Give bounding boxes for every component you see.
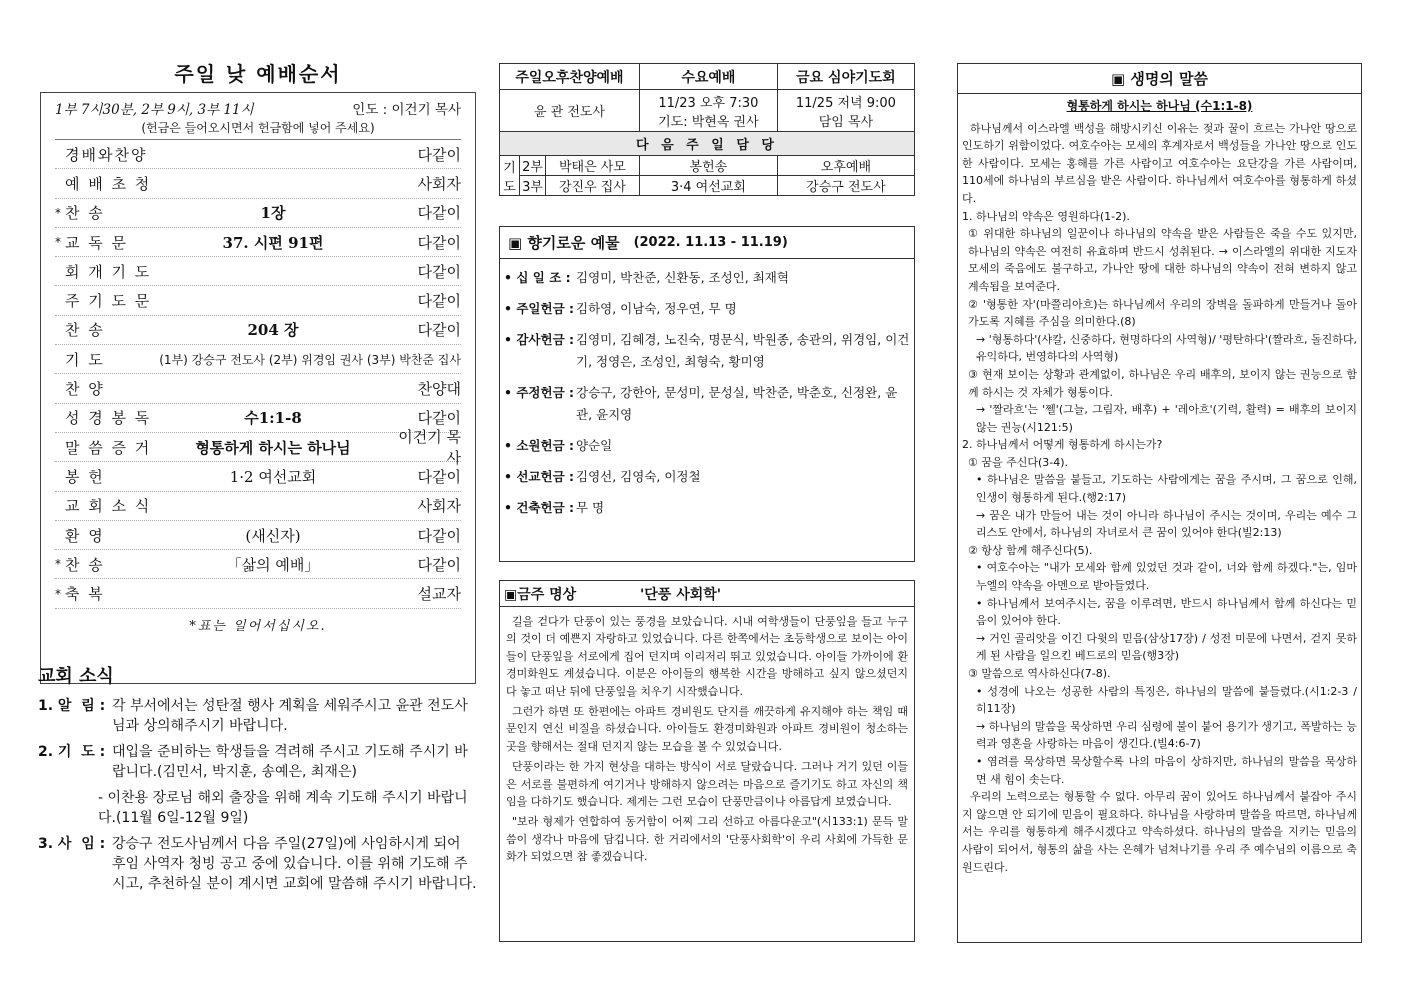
worship-item-name: 찬 송	[65, 204, 105, 223]
sermon-line: 우리의 노력으로는 형통할 수 없다. 아무리 꿈이 있어도 하나님께서 붙잡아 주시지 않으면 안 되기에 믿음이 필요하다. 하나님을 사랑하며 말씀을 따르면, 하나님께서는 우리를 형통하게 해주시겠다고 약속하셨다. 하나님의 말씀을 지키는 믿음의 사람이 되어서, 형통의 삶을 사는 은혜가 넘쳐나기를 우리 주 예수님의 이름으로 축원드린다.	[962, 790, 1357, 874]
next-week-band: 다 음 주 일 담 당	[500, 132, 915, 156]
friday-leader: 담임 목사	[818, 114, 874, 130]
prayer-name-3: 강진우 집사	[546, 176, 640, 196]
news-item	[38, 696, 478, 736]
worship-item-leader: 다같이	[417, 145, 461, 164]
news-label: 1. 알 림 :	[38, 698, 106, 714]
word-of-life-box	[957, 63, 1362, 943]
offering-note: (헌금은 들어오시면서 헌금함에 넣어 주세요)	[55, 119, 461, 140]
worship-item-leader: 사회자	[417, 174, 461, 193]
offering-row	[504, 329, 910, 373]
offerings-period: (2022. 11.13 - 11.19)	[633, 235, 788, 250]
worship-item-leader: 찬양대	[417, 380, 461, 399]
stand-marker: *	[55, 557, 61, 572]
worship-item-leader: 다같이	[417, 262, 461, 281]
worship-item-leader: 설교자	[417, 585, 461, 604]
meditation-title: '단풍 사회학'	[640, 586, 722, 603]
news-label: 3. 사 임 :	[38, 836, 106, 852]
worship-item-detail: 1장	[260, 204, 286, 223]
worship-item-leader: 다같이	[417, 467, 461, 486]
worship-item-name: 교 회 소 식	[65, 497, 152, 516]
worship-row	[55, 579, 461, 608]
worship-item-leader: 다같이	[417, 526, 461, 545]
prayer-name-2: 박태은 사모	[546, 156, 640, 176]
sermon-lines	[962, 120, 1357, 877]
offering-song-header: 봉헌송	[639, 156, 777, 176]
sermon-line: • 성경에 나오는 성공한 사람의 특징은, 하나님의 말씀에 붙들렸다.(시1:2-3 / 히11장)	[976, 684, 1357, 716]
worship-item-leader: 이건기 목사	[398, 428, 461, 468]
service-times: 1부 7시30분, 2부 9시, 3부 11시	[55, 102, 254, 118]
offering-row	[504, 267, 910, 289]
prayer-label-1: 기	[503, 160, 516, 176]
worship-title: 주일 낮 예배순서	[174, 62, 342, 86]
sermon-line: ① 위대한 하나님의 일꾼이나 하나님의 약속을 받은 사람들은 죽을 수도 있지만, 하나님의 약속은 여전히 유효하며 반드시 성취된다. → 이스라엘의 위대한 지도자 모세의 죽음에도 불구하고, 가나안 땅에 대한 하나님의 약속이 전혀 변하지 않고 계속됨을 보여준다.	[968, 227, 1357, 293]
offerings-title: ▣ 향기로운 예물	[508, 234, 620, 252]
worship-item-name: 예 배 초 청	[65, 174, 152, 193]
prayer-part-3: 3부	[520, 176, 546, 196]
offering-names: 무 명	[576, 500, 605, 515]
worship-row	[55, 521, 461, 550]
sermon-line: → '짤라흐'는 '쩰'(그늘, 그림자, 배후) + '레아흐'(기력, 활력) = 배후의 보이지 않는 권능(시121:5)	[976, 403, 1357, 434]
worship-item-detail: (새신자)	[245, 526, 301, 545]
offering-type: • 선교헌금 :	[504, 469, 574, 484]
worship-item-name: 찬 송	[65, 555, 105, 574]
meditation-tag: ▣금주 명상	[504, 586, 577, 603]
worship-item-detail: 「삶의 예배」	[226, 555, 320, 574]
worship-item-name: 주 기 도 문	[65, 292, 152, 311]
worship-item-name: 찬 양	[65, 380, 105, 399]
worship-item-name: 기 도	[65, 350, 105, 369]
offering-row	[504, 435, 910, 457]
offerings-box	[499, 226, 915, 562]
offering-type: • 감사헌금 :	[504, 332, 574, 347]
offering-type: • 십 일 조 :	[504, 270, 571, 285]
worship-item-name: 경배와찬양	[65, 145, 148, 164]
sermon-title: 형통하게 하시는 하나님 (수1:1-8)	[1066, 99, 1253, 113]
news-title: 교회 소식	[38, 666, 114, 687]
worship-item-name: 환 영	[65, 526, 105, 545]
worship-item-leader: 다같이	[417, 555, 461, 574]
worship-item-detail: (1부) 강승구 전도사 (2부) 위경임 권사 (3부) 박찬준 집사	[159, 352, 461, 367]
news-text: 대입을 준비하는 학생들을 격려해 주시고 기도해 주시기 바랍니다.(김민서, 박지훈, 송예은, 최재은)	[112, 744, 468, 780]
sermon-line: ① 꿈을 주신다(3-4).	[968, 455, 1069, 469]
offering-row	[504, 382, 910, 426]
worship-row	[55, 257, 461, 286]
worship-item-detail: 37. 시편 91편	[222, 233, 324, 252]
word-body	[958, 94, 1361, 876]
sermon-line: ② '형통한 자'(마쯜리아흐)는 하나님께서 우리의 장벽을 돌파하게 만들거나 돌아가도록 지혜를 주심을 의미한다.(8)	[968, 297, 1357, 329]
wednesday-prayer: 기도: 박현옥 권사	[658, 114, 759, 130]
worship-item-leader: 다같이	[417, 292, 461, 311]
worship-item-name: 성 경 봉 독	[65, 409, 152, 428]
news-sub-item: - 이찬용 장로님 해외 출장을 위해 계속 기도해 주시기 바랍니다.(11월 6일-12월 9일)	[98, 790, 468, 826]
meditation-paragraph: 그런가 하면 또 한편에는 아파트 경비원도 단지를 깨끗하게 유지해야 하는 책임 때문인지 연신 비질을 하셨습니다. 아이들도 환경미화원과 아파트 경비원이 청소하는 곳을 향해서는 절대 던지지 않는 모습을 볼 수 있었습니다.	[506, 705, 908, 753]
meditation-paragraph: "보라 형제가 연합하여 동거함이 어찌 그리 선하고 아름다운고"(시133:1) 문득 말씀이 생각나 마음에 담깁니다. 한 거리에서의 '단풍사회학'이 우리 사회에 가득한 문화가 되었으면 참 좋겠습니다.	[506, 815, 908, 864]
worship-item-name: 말 씀 증 거	[65, 438, 152, 457]
offering-row	[504, 298, 910, 320]
worship-item-leader: 다같이	[417, 204, 461, 223]
sermon-line: • 하나님께서 보여주시는, 꿈을 이루려면, 반드시 하나님께서 함께 하신다는 믿음이 있어야 한다.	[976, 596, 1357, 628]
standing-note: *표는 일어서십시오.	[189, 618, 327, 634]
sermon-line: ③ 현재 보이는 상황과 관계없이, 하나님은 우리 배후의, 보이지 않는 권능으로 함께 하시는 것 자체가 형통이다.	[968, 367, 1357, 399]
offering-names: 김영선, 김영숙, 이정철	[576, 469, 701, 484]
sermon-line: → 꿈은 내가 만들어 내는 것이 아니라 하나님이 주시는 것이며, 우리는 예수 그리스도 안에서, 하나님의 자녀로서 큰 꿈이 있어야 한다(빌2:13)	[976, 508, 1357, 540]
offering-type: • 주일헌금 :	[504, 301, 574, 316]
sermon-line: ② 항상 함께 해주신다(5).	[968, 543, 1093, 557]
prayer-label-2: 도	[503, 179, 516, 195]
worship-row	[55, 345, 461, 374]
sermon-line: 하나님께서 이스라엘 백성을 해방시키신 이유는 젖과 꿀이 흐르는 가나안 땅으로 인도하기 위함이었다. 여호수아는 모세의 후계자로서 백성들을 가나안 땅으로 인도한 사람이다. 모세는 홍해를 가른 사람이고 여호수아는 요단강을 가른 사람이며, 110세에 하나님의 부르심을 받은 사람이다. 하나님께서 여호수아를 형통하게 하셨다.	[962, 121, 1357, 205]
meditation-body	[500, 607, 914, 866]
news-item	[38, 834, 478, 894]
worship-order-section	[40, 58, 476, 684]
wednesday-cell	[639, 90, 777, 132]
worship-item-name: 봉 헌	[65, 467, 105, 486]
worship-row	[55, 462, 461, 491]
afternoon-value: 강승구 전도사	[777, 176, 914, 196]
schedule-table	[499, 63, 915, 196]
offering-names: 강승구, 강한아, 문성미, 문성실, 박찬준, 박춘호, 신정완, 윤 관, 윤지영	[576, 385, 898, 422]
worship-row	[55, 199, 461, 228]
sermon-line: • 여호수아는 "내가 모세와 함께 있었던 것과 같이, 너와 함께 하겠다."는, 임마누엘의 약속을 아멘으로 받아들였다.	[976, 561, 1357, 593]
sermon-line: → 거인 골리앗을 이긴 다윗의 믿음(삼상17장) / 성전 미문에 나면서, 걷지 못하게 된 사람을 일으킨 베드로의 믿음(행3장)	[976, 631, 1357, 663]
header-sunday-afternoon: 주일오후찬양예배	[500, 64, 640, 90]
worship-row	[55, 550, 461, 579]
worship-row	[55, 169, 461, 198]
word-title: ▣ 생명의 말씀	[958, 64, 1361, 94]
prayer-part-2: 2부	[520, 156, 546, 176]
meditation-paragraph: 길을 걷다가 단풍이 있는 풍경을 보았습니다. 시내 여학생들이 단풍잎을 들고 누구의 것이 더 예쁜지 자랑하고 있었습니다. 다른 한쪽에서는 초등학생으로 보이는 아이들이 단풍잎을 서로에게 집어 던지며 이리저리 뛰고 있었습니다. 아이들 가까이에 환경미화원도 계셨습니다. 이분은 아이들의 행복한 시간을 방해하고 싶지 않으셨던지 다 놓고 떠난 뒤에 단풍잎을 치우기 시작했습니다.	[506, 615, 908, 698]
worship-item-name: 회 개 기 도	[65, 262, 152, 281]
offering-names: 김영미, 김혜경, 노진숙, 명문식, 박원종, 송관의, 위경임, 이건기, 정영은, 조성인, 최형숙, 황미영	[576, 332, 910, 369]
news-item	[38, 742, 478, 782]
header-friday: 금요 심야기도회	[777, 64, 914, 90]
prayer-label-cell	[500, 156, 520, 196]
stand-marker: *	[55, 205, 61, 220]
worship-item-detail: 1·2 여선교회	[229, 467, 317, 486]
offering-row	[504, 497, 910, 519]
sermon-line: ③ 말씀으로 역사하신다(7-8).	[968, 667, 1111, 680]
offerings-list	[500, 259, 914, 519]
worship-item-detail: 204 장	[247, 321, 299, 340]
offering-names: 양순일	[576, 438, 613, 453]
stand-marker: *	[55, 235, 61, 250]
worship-row	[55, 492, 461, 521]
sermon-line: • 염려를 묵상하면 묵상할수록 나의 마음이 상하지만, 하나님의 말씀을 묵상하면 새 힘이 솟는다.	[976, 754, 1357, 786]
worship-item-name: 축 복	[65, 585, 105, 604]
worship-item-leader: 사회자	[417, 497, 461, 516]
worship-item-detail: 수1:1-8	[244, 409, 302, 428]
worship-item-name: 찬 송	[65, 321, 105, 340]
worship-item-leader: 다같이	[417, 233, 461, 252]
offering-type: • 주정헌금 :	[504, 385, 574, 400]
news-text: 각 부서에서는 성탄절 행사 계획을 세워주시고 윤관 전도사님과 상의해주시기 바랍니다.	[112, 698, 468, 734]
sunday-afternoon-preacher: 윤 관 전도사	[500, 90, 640, 132]
worship-item-name: 교 독 문	[65, 233, 129, 252]
offering-type: • 건축헌금 :	[504, 500, 574, 515]
worship-row	[55, 374, 461, 403]
meditation-box	[499, 580, 915, 942]
wednesday-time: 11/23 오후 7:30	[658, 95, 759, 111]
worship-item-detail: 형통하게 하시는 하나님	[195, 438, 351, 457]
meditation-paragraph: 단풍이라는 한 가지 현상을 대하는 방식이 서로 달랐습니다. 그러나 거기 있던 이들은 서로를 불편하게 여기거나 방해하지 않으려는 마음으로 즐기기도 하고 자신의 책임을 다하기도 했습니다. 제게는 그런 모습이 단풍만큼이나 아름답게 보였습니다.	[506, 760, 908, 809]
worship-row	[55, 316, 461, 345]
offering-type: • 소원헌금 :	[504, 438, 574, 453]
worship-row	[55, 286, 461, 315]
service-leader: 인도 : 이건기 목사	[352, 102, 461, 118]
worship-row	[55, 140, 461, 169]
offering-names: 김영미, 박찬준, 신환동, 조성인, 최재혁	[576, 270, 789, 285]
worship-item-leader: 다같이	[417, 321, 461, 340]
header-wednesday: 수요예배	[639, 64, 777, 90]
sermon-line: 1. 하나님의 약속은 영원하다(1-2).	[962, 209, 1130, 223]
church-news	[38, 662, 478, 900]
sermon-line: • 하나님은 말씀을 붙들고, 기도하는 사람에게는 꿈을 주시며, 그 꿈으로 인해, 인생이 형통하게 된다.(행2:17)	[976, 473, 1357, 505]
news-label: 2. 기 도 :	[38, 744, 106, 760]
meditation-title-bar	[500, 581, 914, 607]
worship-row	[55, 428, 461, 468]
sermon-line: 2. 하나님께서 어떻게 형통하게 하시는가?	[962, 438, 1163, 452]
schedule-section	[499, 63, 915, 196]
worship-row	[55, 228, 461, 257]
worship-box	[40, 92, 476, 684]
afternoon-header: 오후예배	[777, 156, 914, 176]
offering-names: 김하영, 이남숙, 정우연, 무 명	[576, 301, 737, 316]
sermon-line: → '형통하다'(샤칼, 신중하다, 현명하다의 사역형)/ '평탄하다'(짤라흐, 돌진하다, 유익하다, 번영하다의 사역형)	[976, 332, 1358, 364]
worship-rows	[55, 140, 461, 609]
friday-cell	[777, 90, 914, 132]
offerings-title-bar	[500, 227, 914, 259]
stand-marker: *	[55, 586, 61, 601]
sermon-line: → 하나님의 말씀을 묵상하면 우리 심령에 불이 붙어 용기가 생기고, 폭발하는 능력과 영혼을 사랑하는 마음이 생긴다.(빌4:6-7)	[976, 719, 1357, 751]
worship-header	[55, 97, 461, 119]
offering-song-value: 3·4 여선교회	[639, 176, 777, 196]
worship-item-leader: 다같이	[417, 409, 461, 428]
offering-row	[504, 466, 910, 488]
friday-time: 11/25 저녁 9:00	[795, 95, 896, 111]
news-text: 강승구 전도사님께서 다음 주일(27일)에 사임하시게 되어 후임 사역자 청빙 공고 중에 있습니다. 이를 위해 기도해 주시고, 추천하실 분이 계시면 교회에 말씀해 주시기 바랍니다.	[112, 836, 477, 892]
